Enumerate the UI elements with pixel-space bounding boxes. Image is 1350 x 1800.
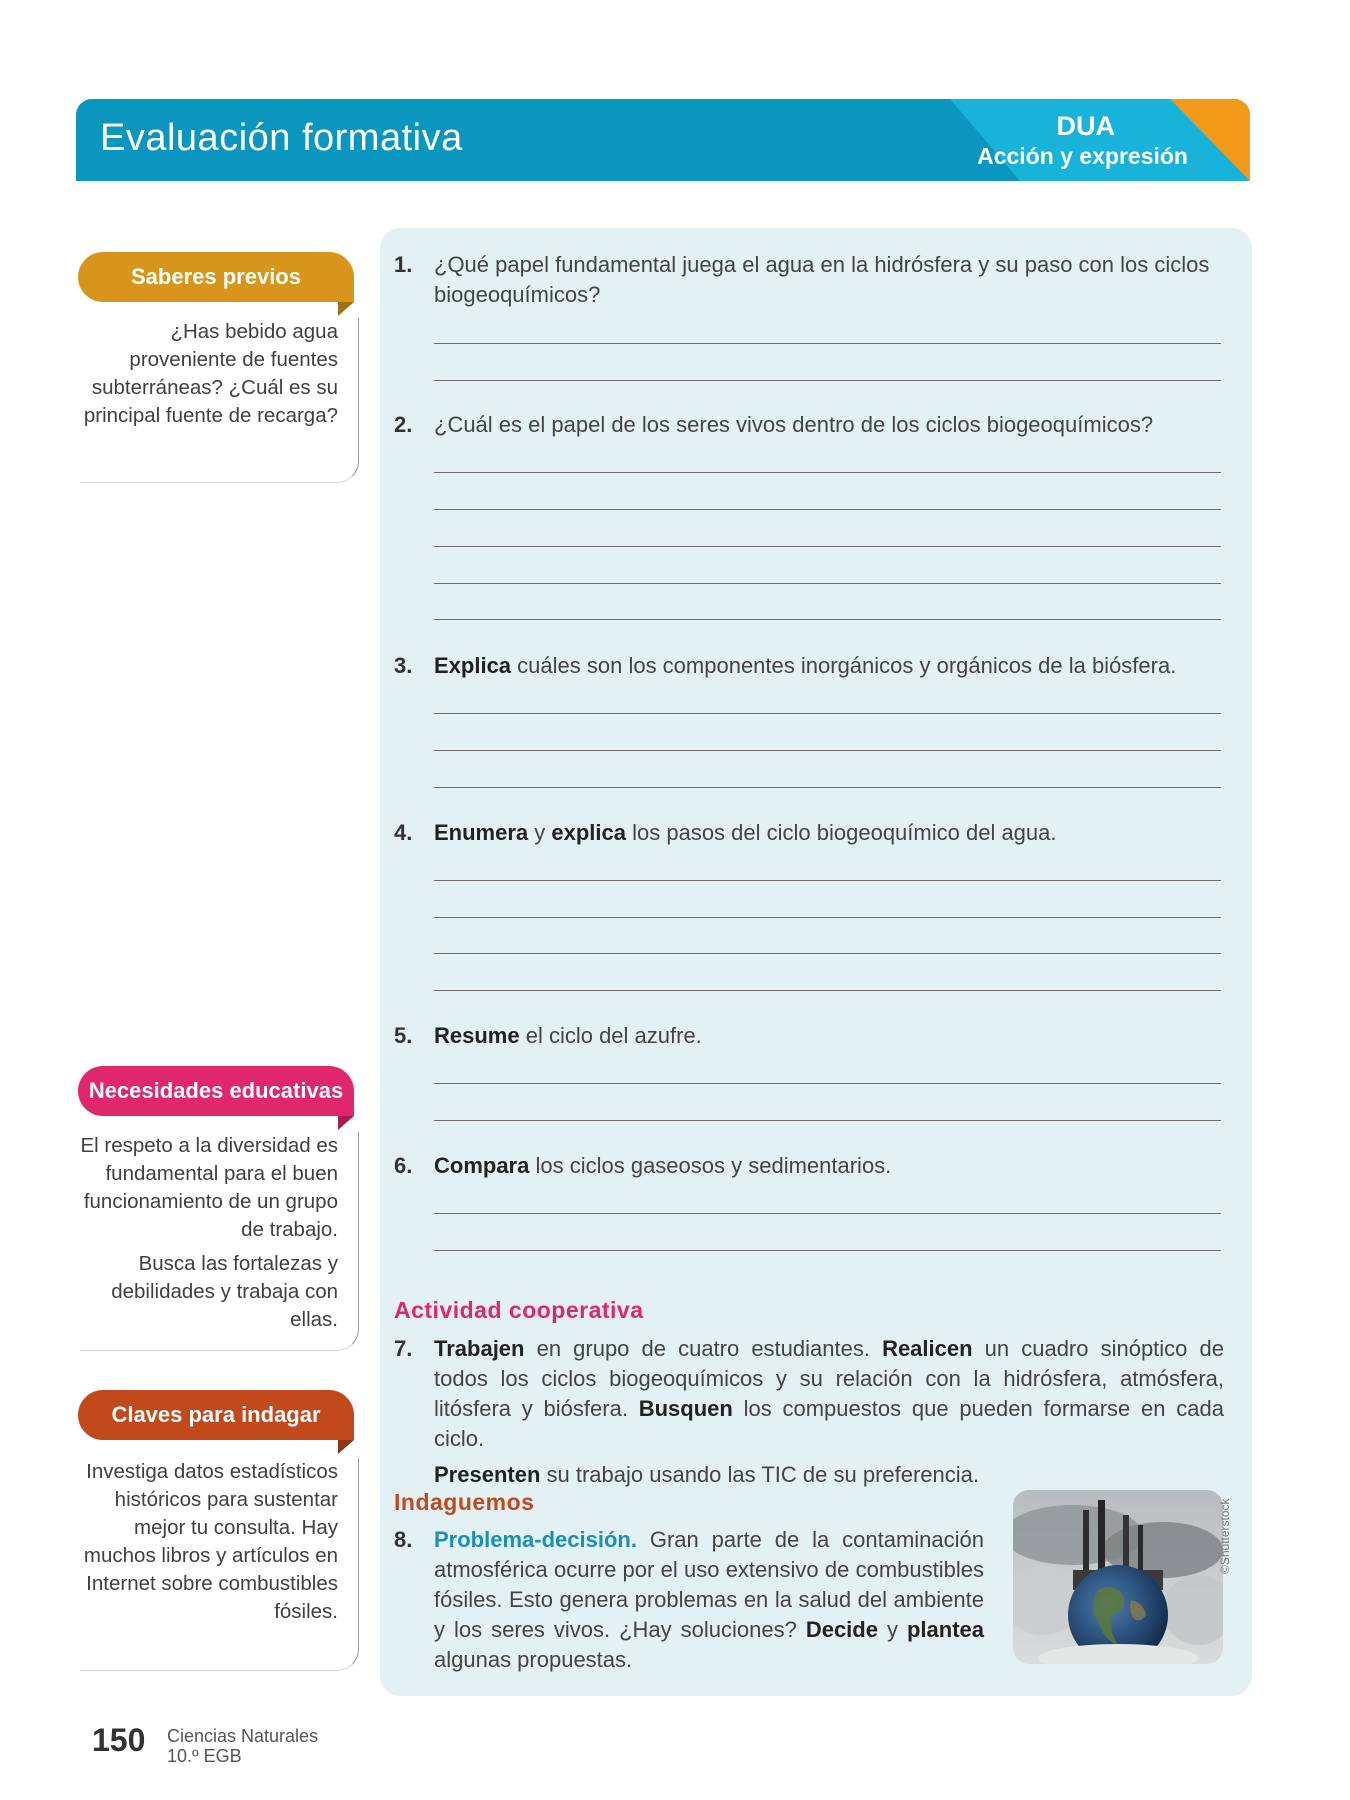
question-2: [394, 410, 1224, 440]
saberes-previos-title: Saberes previos: [131, 264, 301, 289]
question-number: 7.: [394, 1336, 413, 1361]
answer-line[interactable]: [434, 343, 1221, 344]
page-title: Evaluación formativa: [100, 117, 463, 159]
answer-line[interactable]: [434, 787, 1221, 788]
verb-explica: explica: [551, 820, 626, 845]
question-3: [394, 651, 1224, 681]
polluted-earth-photo: [1013, 1490, 1223, 1664]
question-4: 4. Enumera y explica los pasos del ciclo biogeoquímico del agua.: [394, 818, 1224, 848]
photo-credit: ©Shutterstock: [1218, 1498, 1232, 1574]
question-text: los ciclos gaseosos y sedimentarios.: [529, 1153, 892, 1178]
saberes-previos-box: [80, 318, 359, 483]
problem-decision-label: Problema-decisión.: [434, 1527, 637, 1552]
answer-line[interactable]: [434, 380, 1221, 381]
question-text: ¿Cuál es el papel de los seres vivos dentro de los ciclos biogeoquímicos?: [434, 412, 1154, 437]
verb-explica: Explica: [434, 653, 512, 678]
question-text: los pasos del ciclo biogeoquímico del agua.: [626, 820, 1057, 845]
answer-line[interactable]: [434, 713, 1221, 714]
answer-line[interactable]: [434, 990, 1221, 991]
question-number: 1.: [394, 252, 413, 277]
answer-line[interactable]: [434, 583, 1221, 584]
verb-compara: Compara: [434, 1153, 530, 1178]
saberes-previos-text: ¿Has bebido agua proveniente de fuentes subterráneas? ¿Cuál es su principal fuente de recarga?: [83, 320, 338, 427]
answer-line[interactable]: [434, 509, 1221, 510]
question-5: [394, 1021, 1224, 1051]
question-number: 8.: [394, 1527, 413, 1552]
question-8: 8. Problema-decisión. Gran parte de la contaminación atmosférica ocurre por el uso extensivo de combustibles fósiles. Esto genera problemas en la salud del ambiente y los seres vivos. ¿Hay soluciones? Decide y plantea algunas propuestas.: [394, 1527, 984, 1672]
cooperative-activity-title: Actividad cooperativa: [394, 1297, 644, 1323]
necesidades-educativas-box: [80, 1132, 359, 1351]
question-text: ¿Qué papel fundamental juega el agua en la hidrósfera y su paso con los ciclos biogeoquímicos?: [434, 252, 1210, 307]
answer-line[interactable]: [434, 880, 1221, 881]
saberes-previos-tab: [78, 252, 354, 302]
dua-badge-title: DUA: [1056, 111, 1115, 141]
claves-indagar-title: Claves para indagar: [111, 1402, 321, 1427]
necesidades-educativas-text-1: El respeto a la diversidad es fundamental para el buen funcionamiento de un grupo de trabajo.: [80, 1134, 338, 1241]
page-number: 150: [92, 1722, 146, 1758]
claves-indagar-text: Investiga datos estadísticos históricos para sustentar mejor tu consulta. Hay muchos libros y artículos en Internet sobre combustibles fósiles.: [83, 1460, 338, 1623]
necesidades-educativas-title: Necesidades educativas: [88, 1078, 344, 1103]
necesidades-educativas-tab: [78, 1066, 354, 1116]
question-number: 3.: [394, 653, 413, 678]
question-text: cuáles son los componentes inorgánicos y orgánicos de la biósfera.: [511, 653, 1177, 678]
question-number: 5.: [394, 1023, 413, 1048]
claves-indagar-tab: [78, 1390, 354, 1440]
claves-indagar-box: [80, 1458, 359, 1671]
answer-line[interactable]: [434, 619, 1221, 620]
answer-line[interactable]: [434, 1083, 1221, 1084]
answer-line[interactable]: [434, 953, 1221, 954]
answer-line[interactable]: [434, 472, 1221, 473]
inquiry-title: Indaguemos: [394, 1489, 535, 1515]
grade-level: 10.º EGB: [167, 1746, 242, 1766]
dua-badge-subtitle: Acción y expresión: [977, 143, 1188, 169]
subject-name: Ciencias Naturales: [167, 1726, 319, 1746]
answer-line[interactable]: [434, 917, 1221, 918]
question-number: 6.: [394, 1153, 413, 1178]
answer-line[interactable]: [434, 546, 1221, 547]
answer-line[interactable]: [434, 1213, 1221, 1214]
question-text: el ciclo del azufre.: [519, 1023, 702, 1048]
question-6: [394, 1151, 1224, 1181]
question-number: 4.: [394, 820, 413, 845]
answer-line[interactable]: [434, 1120, 1221, 1121]
verb-resume: Resume: [434, 1023, 520, 1048]
footer-subject: [167, 1726, 318, 1766]
answer-line[interactable]: [434, 750, 1221, 751]
question-7: 7. Trabajen en grupo de cuatro estudiantes. Realicen un cuadro sinóptico de todos los ciclos biogeoquímicos y su relación con la hidrósfera, atmósfera, litósfera y biósfera. Busquen los compuestos que pueden formarse en cada ciclo. Presenten su trabajo usando las TIC de su preferencia.: [394, 1336, 1224, 1487]
question-number: 2.: [394, 412, 413, 437]
section-header: [76, 99, 1250, 181]
necesidades-educativas-text-2: Busca las fortalezas y debilidades y trabaja con ellas.: [111, 1252, 338, 1331]
question-1: [394, 250, 1224, 310]
verb-enumera: Enumera: [434, 820, 529, 845]
answer-line[interactable]: [434, 1250, 1221, 1251]
